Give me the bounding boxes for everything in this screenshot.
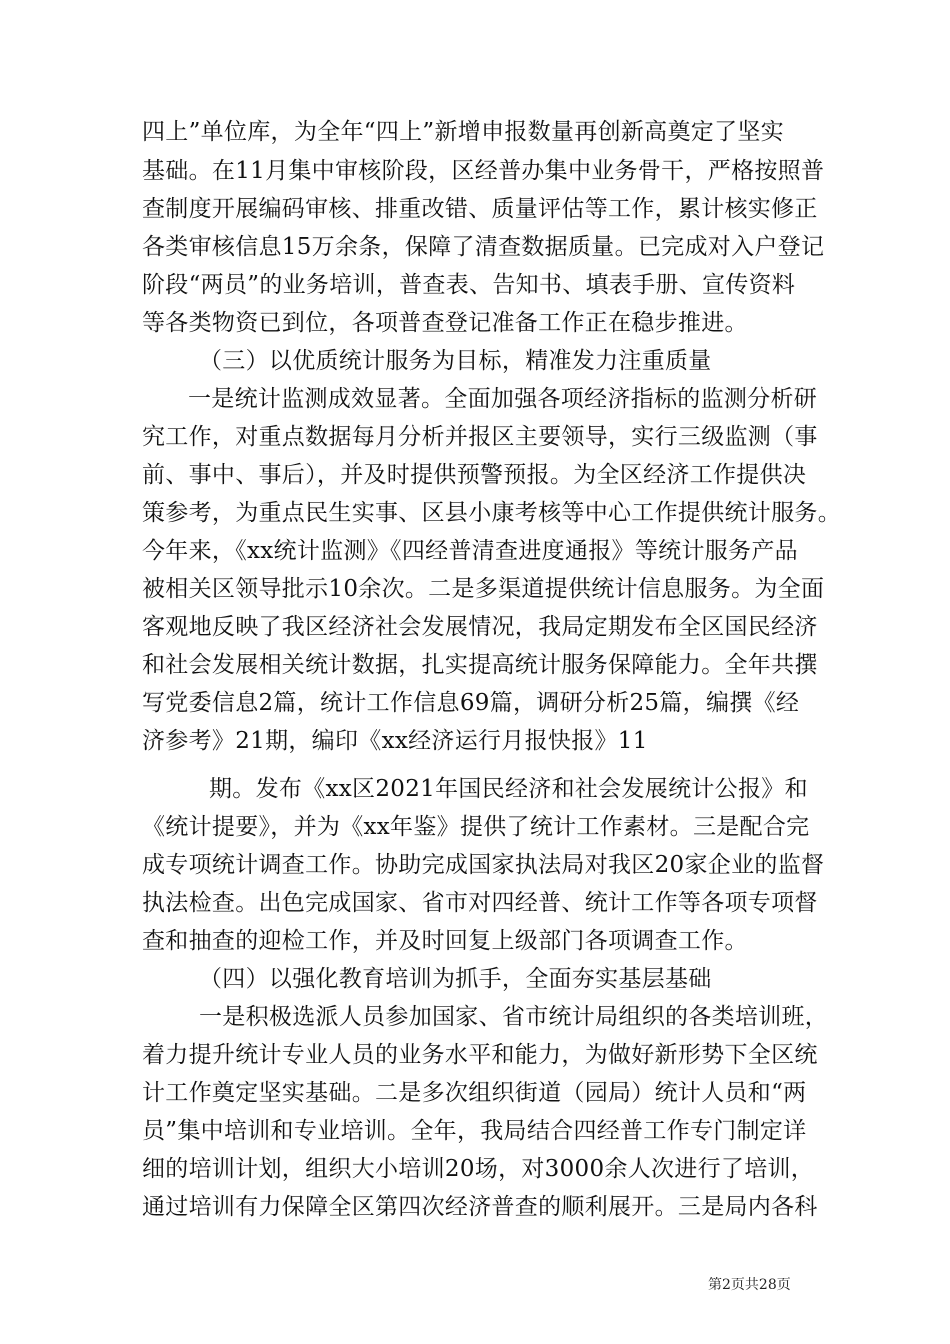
text-line: 着力提升统计专业人员的业务水平和能力，为做好新形势下全区统 — [142, 1042, 818, 1068]
text-line: 《统计提要》，并为《xx年鉴》提供了统计工作素材。三是配合完 — [142, 814, 810, 840]
text-line: 各类审核信息15万余条，保障了清查数据质量。已完成对入户登记 — [142, 234, 825, 260]
text-line: 济参考》21期，编印《xx经济运行月报快报》11 — [142, 728, 648, 754]
text-line: 基础。在11月集中审核阶段，区经普办集中业务骨干，严格按照普 — [142, 158, 825, 184]
text-line: 计工作奠定坚实基础。二是多次组织街道（园局）统计人员和“两 — [142, 1080, 807, 1106]
text-line: 通过培训有力保障全区第四次经济普查的顺利展开。三是局内各科 — [142, 1194, 818, 1220]
section-heading: （三）以优质统计服务为目标，精准发力注重质量 — [199, 348, 712, 374]
text-line: 细的培训计划，组织大小培训20场，对3000余人次进行了培训， — [142, 1156, 815, 1182]
section-heading: （四）以强化教育培训为抓手，全面夯实基层基础 — [199, 966, 712, 992]
page-number: 第2页共28页 — [708, 1277, 791, 1293]
text-line: 执法检查。出色完成国家、省市对四经普、统计工作等各项专项督 — [142, 890, 818, 916]
text-line: 究工作，对重点数据每月分析并报区主要领导，实行三级监测（事 — [142, 424, 818, 450]
text-line: 等各类物资已到位，各项普查登记准备工作正在稳步推进。 — [142, 310, 748, 336]
text-line: 一是积极选派人员参加国家、省市统计局组织的各类培训班， — [199, 1004, 829, 1030]
text-line: 今年来，《xx统计监测》《四经普清查进度通报》等统计服务产品 — [142, 538, 798, 564]
text-line: 策参考，为重点民生实事、区县小康考核等中心工作提供统计服务。 — [142, 500, 841, 526]
text-line: 阶段“两员”的业务培训，普查表、告知书、填表手册、宣传资料 — [142, 272, 796, 298]
text-line: 查制度开展编码审核、排重改错、质量评估等工作，累计核实修正 — [142, 196, 818, 222]
text-line: 成专项统计调查工作。协助完成国家执法局对我区20家企业的监督 — [142, 852, 825, 878]
text-line: 前、事中、事后），并及时提供预警预报。为全区经济工作提供决 — [142, 462, 807, 488]
text-line: 四上”单位库，为全年“四上”新增申报数量再创新高奠定了坚实 — [142, 119, 784, 145]
text-line: 写党委信息2篇，统计工作信息69篇，调研分析25篇，编撰《经 — [142, 690, 800, 716]
text-line: 员”集中培训和专业培训。全年，我局结合四经普工作专门制定详 — [142, 1118, 807, 1144]
text-line: 被相关区领导批示10余次。二是多渠道提供统计信息服务。为全面 — [142, 576, 825, 602]
text-line: 客观地反映了我区经济社会发展情况，我局定期发布全区国民经济 — [142, 614, 818, 640]
text-line: 期。发布《xx区2021年国民经济和社会发展统计公报》和 — [209, 776, 808, 802]
text-line: 和社会发展相关统计数据，扎实提高统计服务保障能力。全年共撰 — [142, 652, 818, 678]
text-line: 查和抽查的迎检工作，并及时回复上级部门各项调查工作。 — [142, 928, 748, 954]
text-line: 一是统计监测成效显著。全面加强各项经济指标的监测分析研 — [188, 386, 818, 412]
